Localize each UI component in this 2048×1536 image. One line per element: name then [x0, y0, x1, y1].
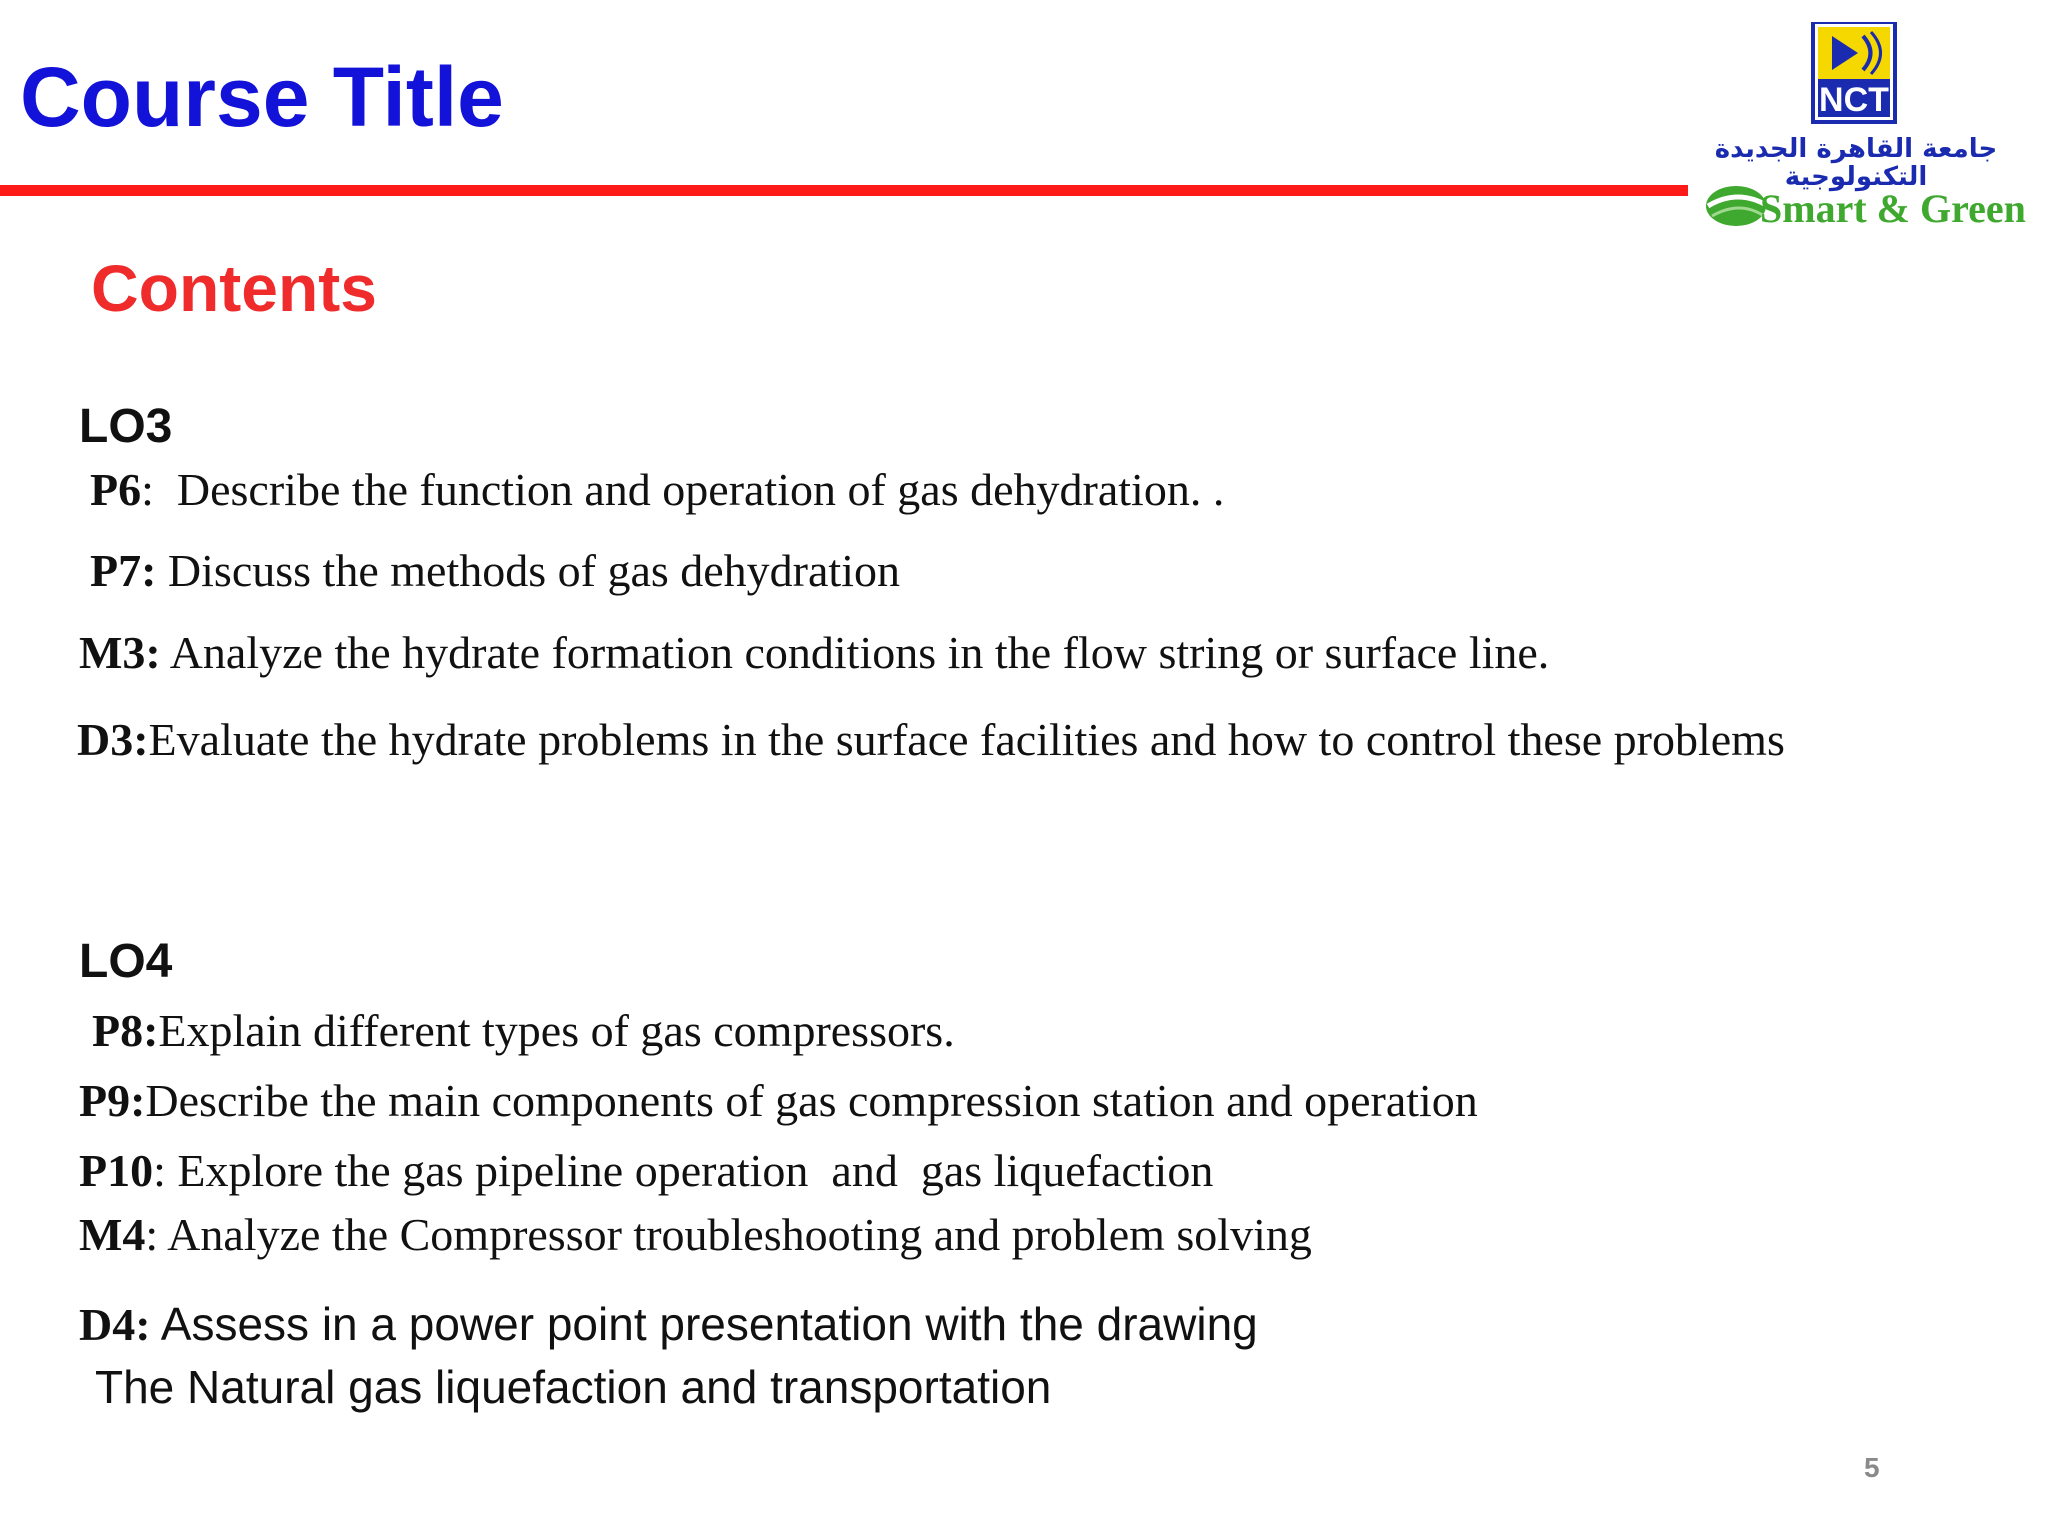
outcome-text: Evaluate the hydrate problems in the surface facilities and how to control these problems: [148, 714, 1785, 765]
outcome-text: Describe the function and operation of gas dehydration. .: [153, 464, 1225, 515]
green-swoosh-icon: [1706, 186, 1768, 226]
outcome-code: P9:: [79, 1075, 146, 1126]
outcome-m4: [79, 1207, 1312, 1262]
lo3-heading: LO3: [79, 400, 173, 453]
page-number: 5: [1864, 1452, 1880, 1483]
outcome-code: M4: [79, 1209, 146, 1260]
outcome-separator: :: [141, 464, 154, 515]
outcome-d4: [79, 1293, 1258, 1419]
outcome-code: D4:: [79, 1299, 151, 1350]
outcome-text: Analyze the hydrate formation conditions in the flow string or surface line.: [160, 627, 1550, 678]
outcome-p7: [90, 543, 900, 598]
outcome-separator: :: [145, 1209, 159, 1260]
nct-logo: [1698, 22, 2038, 242]
outcome-code: P7:: [90, 545, 157, 596]
outcome-text-line2: The Natural gas liquefaction and transportation: [95, 1361, 1052, 1413]
outcome-text: Analyze the Compressor troubleshooting and problem solving: [158, 1209, 1312, 1260]
outcome-code: P8:: [92, 1005, 159, 1056]
outcome-p8: [92, 1003, 955, 1058]
outcome-code: P10: [79, 1145, 154, 1196]
course-title: Course Title: [20, 50, 504, 144]
outcome-separator: :: [153, 1145, 166, 1196]
outcome-m3: [79, 625, 1549, 680]
outcome-text: Describe the main components of gas compression station and operation: [145, 1075, 1478, 1126]
contents-heading: Contents: [91, 251, 377, 325]
logo-arabic-line2: التكنولوجية: [1784, 162, 1928, 192]
logo-tagline: Smart & Green: [1760, 186, 2026, 231]
outcome-text: Explore the gas pipeline operation and gas liquefaction: [165, 1145, 1214, 1196]
outcome-p9: [79, 1073, 1478, 1128]
outcome-p6: [90, 462, 1224, 517]
outcome-text: Explain different types of gas compressors.: [158, 1005, 955, 1056]
nct-emblem-icon: [1813, 22, 1895, 122]
outcome-text: Discuss the methods of gas dehydration: [156, 545, 900, 596]
outcome-p10: [79, 1143, 1213, 1198]
logo-abbr: NCT: [1819, 81, 1889, 119]
title-divider: [0, 185, 1688, 196]
outcome-code: M3:: [79, 627, 161, 678]
outcome-code: D3:: [77, 714, 149, 765]
outcome-code: P6: [90, 464, 142, 515]
outcome-d3: [77, 708, 2012, 772]
logo-arabic-line1: جامعة القاهرة الجديدة: [1714, 134, 1998, 164]
outcome-text: Assess in a power point presentation with the drawing: [150, 1298, 1258, 1350]
lo4-heading: LO4: [79, 935, 173, 988]
